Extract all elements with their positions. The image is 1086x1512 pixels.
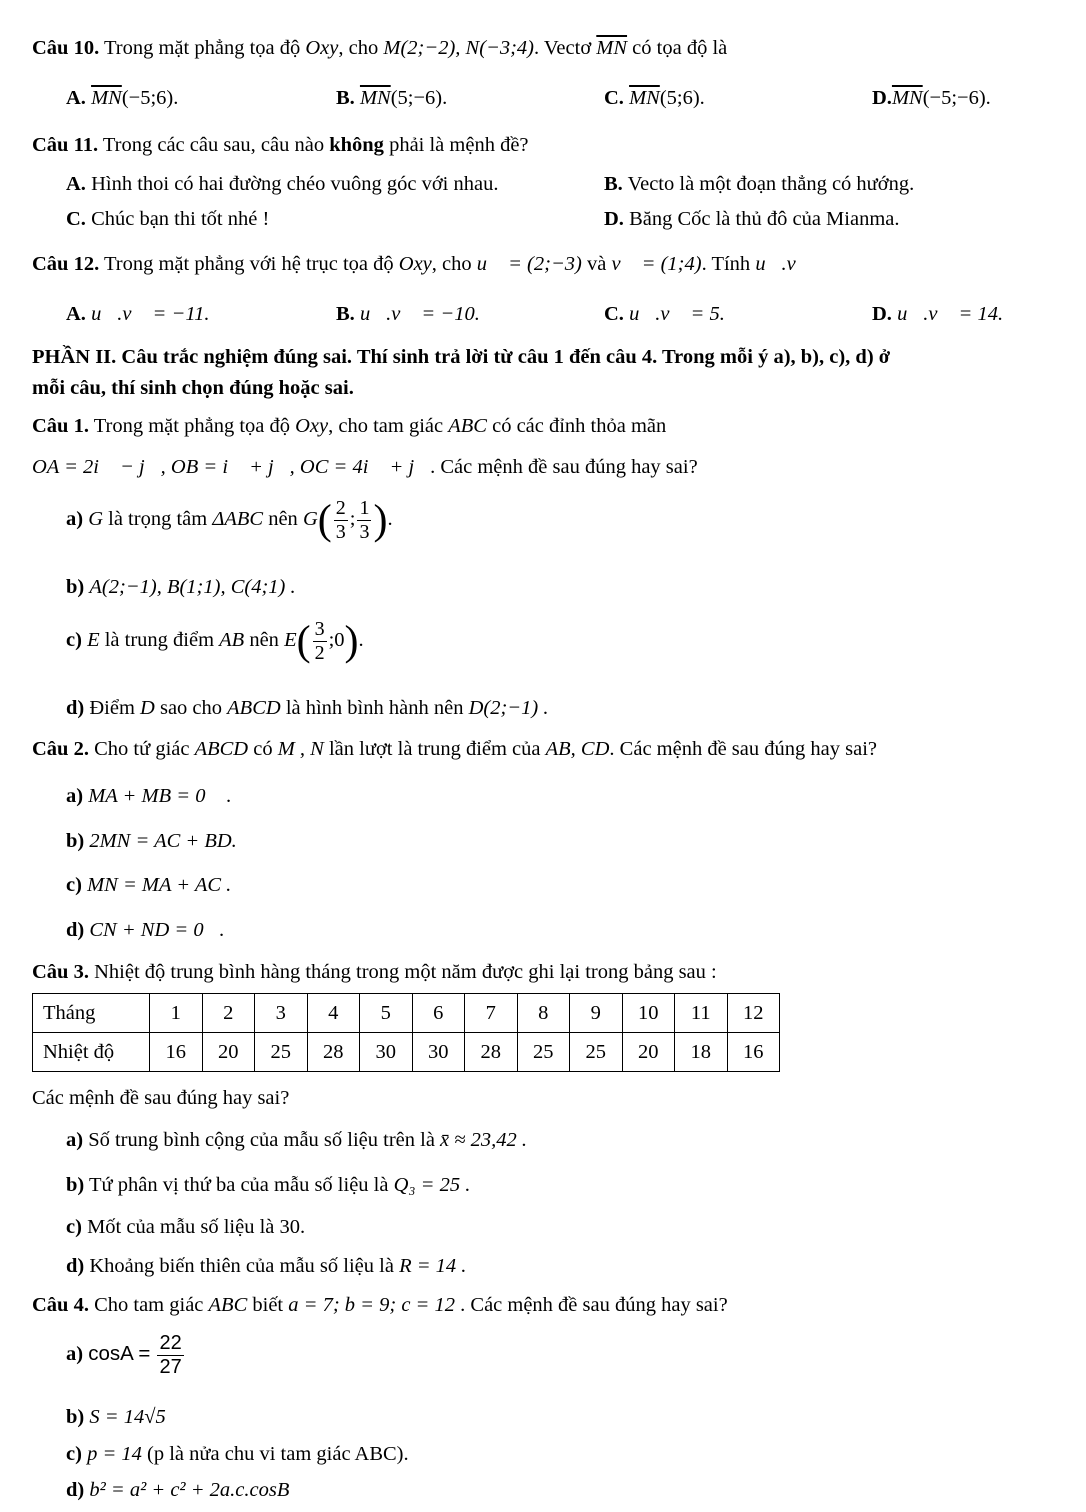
table-header-month: Tháng (33, 994, 150, 1033)
p3-item-d-text: Khoảng biến thiên của mẫu số liệu là (89, 1255, 394, 1277)
p1-item-b-label: b) (66, 576, 85, 598)
q11-option-b[interactable] (604, 172, 914, 197)
p2-item-c-label: c) (66, 874, 82, 896)
p3-after (32, 1086, 289, 1111)
part2-heading-line1-text: PHẦN II. Câu trắc nghiệm đúng sai. Thí sinh trả lời từ câu 1 đến câu 4. Trong mỗi ý a), b), c), d) ở (32, 346, 891, 368)
p1-item-b-text: A(2;−1), B(1;1), C(4;1) . (89, 576, 296, 598)
p2-item-a-label: a) (66, 785, 84, 807)
p3-item-b-text: Tứ phân vị thứ ba của mẫu số liệu là (89, 1174, 389, 1196)
p2-item-d-text: CN + ND = 0⃗. (89, 919, 225, 941)
p4-label: Câu 4. (32, 1294, 89, 1316)
p3-item-a-text: Số trung bình cộng của mẫu số liệu trên là (88, 1129, 435, 1151)
p4-item-b-label: b) (66, 1406, 85, 1428)
q10-stem-a: Trong mặt phẳng tọa độ (103, 37, 301, 59)
q10-option-a-vector: $\overline{MN}$ (91, 87, 122, 109)
p1-stem-b: , cho tam giác (328, 415, 444, 437)
p3-after-text: Các mệnh đề sau đúng hay sai? (32, 1087, 290, 1109)
q11-option-a-text: Hình thoi có hai đường chéo vuông góc với nhau. (91, 173, 499, 195)
p4-item-d-label: d) (66, 1479, 85, 1501)
q12-stem-c: và (586, 253, 607, 275)
table-cell-temperature: 28 (465, 1033, 518, 1072)
q10-stem-d: có tọa độ là (632, 37, 728, 59)
p1-item-a-frac-1 (334, 497, 348, 544)
p2-stem-a: Cho tứ giác (94, 738, 190, 760)
p1-item-a-label: a) (66, 508, 84, 531)
p4-item-d[interactable] (66, 1478, 289, 1503)
p3-item-c-label: c) (66, 1216, 82, 1238)
q10-option-b-vector: $\overline{MN}$ (359, 87, 391, 109)
q10-stem-c: . Vectơ (534, 37, 592, 59)
table-cell-temperature: 25 (517, 1033, 570, 1072)
q12-stem-a: Trong mặt phẳng với hệ trục tọa độ (103, 253, 394, 275)
table-cell-month: 10 (622, 994, 675, 1033)
p4-item-b[interactable] (66, 1405, 166, 1430)
q12-option-d[interactable] (872, 302, 1003, 327)
p2-item-c[interactable] (66, 873, 231, 898)
table-cell-temperature: 16 (150, 1033, 203, 1072)
p2-label: Câu 2. (32, 738, 89, 760)
p4-item-a-den: 27 (159, 1356, 182, 1378)
p1-item-c-point: E (284, 629, 297, 652)
p1-item-a-den-2: 3 (359, 521, 370, 543)
p4-sides: a = 7; b = 9; c = 12 (288, 1294, 456, 1316)
p3-item-c[interactable] (66, 1215, 305, 1240)
p1-item-a[interactable]: a) G là trọng tâm ΔABC nên G( $\frac{2}{3}$ ; $\frac{1}{3}$ ). (66, 497, 393, 544)
p1-item-a-text-d: nên (268, 508, 298, 531)
p1-item-c-e: E (87, 629, 100, 652)
q10-label: Câu 10. (32, 37, 100, 59)
q11-stem (32, 133, 529, 158)
p1-item-a-g: G (88, 508, 104, 531)
p1-item-d-text-f: D(2;−1) . (468, 697, 549, 719)
q11-option-b-letter: B. (604, 173, 623, 195)
table-cell-month: 6 (412, 994, 465, 1033)
table-cell-month: 3 (255, 994, 308, 1033)
p1-item-d-text-c: sao cho (159, 697, 223, 719)
q10-option-c-letter: C. (604, 87, 624, 109)
table-cell-temperature: 20 (202, 1033, 255, 1072)
table-header-temperature: Nhiệt độ (33, 1033, 150, 1072)
table-cell-temperature: 25 (255, 1033, 308, 1072)
p1-item-c-tail: ;0 (328, 629, 345, 652)
q12-oxy: Oxy (398, 253, 432, 275)
table-row-months (33, 994, 780, 1033)
p1-item-d-text-e: là hình bình hành nên (285, 697, 464, 719)
p1-abc: ABC (448, 415, 487, 437)
q10-oxy: Oxy (305, 37, 339, 59)
p2-item-b-text: 2MN = AC + BD. (89, 830, 237, 852)
p3-label: Câu 3. (32, 961, 89, 983)
q12-stem-b: , cho (431, 253, 472, 275)
p4-item-a-num: 22 (159, 1332, 182, 1354)
p4-item-a[interactable] (66, 1332, 186, 1379)
q10-option-c-vector: $\overline{MN}$ (629, 87, 660, 109)
p4-item-b-text: S = 14√5 (89, 1406, 166, 1428)
q11-option-c[interactable] (66, 207, 269, 232)
p3-item-a-math: x̄ ≈ 23,42 . (440, 1129, 528, 1151)
p1-item-a-point: G (302, 508, 318, 531)
table-cell-month: 8 (517, 994, 570, 1033)
p1-item-a-triangle: ΔABC (212, 508, 264, 531)
p1-item-a-den-1: 3 (335, 521, 346, 543)
part2-heading-line2-text: mỗi câu, thí sinh chọn đúng hoặc sai. (32, 377, 354, 399)
p1-item-c-num: 3 (314, 618, 325, 640)
q11-option-c-text: Chúc bạn thi tốt nhé ! (91, 208, 270, 230)
q12-option-c-letter: C. (604, 303, 624, 325)
p3-item-d-label: d) (66, 1255, 85, 1277)
p1-item-b[interactable] (66, 575, 296, 600)
q12-label: Câu 12. (32, 253, 100, 275)
q11-option-d-text: Băng Cốc là thủ đô của Mianma. (629, 208, 900, 230)
p1-item-c-ab: AB (219, 629, 245, 652)
p1-item-c[interactable]: c) E là trung điểm AB nên E( $\frac{3}{2}$ ;0). (66, 618, 364, 665)
q10-option-c[interactable] (604, 86, 705, 111)
p4-item-c-label: c) (66, 1443, 82, 1465)
p2-item-b[interactable] (66, 829, 237, 854)
p2-item-a-text: MA + MB = 0⃗ . (88, 785, 232, 807)
q11-stem-b: phải là mệnh đề? (389, 134, 529, 156)
table-cell-month: 4 (307, 994, 360, 1033)
p4-item-c-math: p = 14 (87, 1443, 142, 1465)
p2-stem-d: . Các mệnh đề sau đúng hay sai? (609, 738, 877, 760)
p3-item-a-label: a) (66, 1129, 84, 1151)
q11-label: Câu 11. (32, 134, 99, 156)
table-cell-temperature: 18 (675, 1033, 728, 1072)
q10-option-a-letter: A. (66, 87, 86, 109)
p1-label: Câu 1. (32, 415, 89, 437)
p1-item-c-text-b: là trung điểm (104, 629, 215, 652)
table-cell-temperature: 20 (622, 1033, 675, 1072)
q11-stem-a: Trong các câu sau, câu nào (102, 134, 325, 156)
p2-mn: M , N (277, 738, 324, 760)
p2-item-d-label: d) (66, 919, 85, 941)
table-cell-temperature: 16 (727, 1033, 780, 1072)
table-cell-temperature: 30 (360, 1033, 413, 1072)
table-cell-temperature: 28 (307, 1033, 360, 1072)
table-cell-month: 12 (727, 994, 780, 1033)
q12-option-a-value: u⃗.v⃗ = −11. (91, 303, 210, 325)
q10-option-d-letter: D. (872, 87, 892, 109)
p1-item-a-num-1: 2 (335, 497, 346, 519)
q12-option-b-value: u⃗.v⃗ = −10. (359, 303, 480, 325)
q10-option-b[interactable] (336, 86, 447, 111)
p3-stem-text: Nhiệt độ trung bình hàng tháng trong một năm được ghi lại trong bảng sau : (94, 961, 717, 983)
p2-item-c-text: MN = MA + AC . (87, 874, 232, 896)
q10-stem (32, 36, 727, 61)
p1-item-c-frac (313, 618, 327, 665)
table-cell-month: 5 (360, 994, 413, 1033)
table-cell-month: 1 (150, 994, 203, 1033)
q11-option-a[interactable] (66, 172, 498, 197)
p1-item-d[interactable] (66, 696, 548, 721)
q10-vector: $\overline{MN}$ (596, 37, 628, 59)
temperature-table (32, 993, 780, 1072)
p1-item-d-label: d) (66, 697, 85, 719)
p1-stem-a: Trong mặt phẳng tọa độ (93, 415, 290, 437)
q10-points: M(2;−2), N(−3;4) (383, 37, 535, 59)
table-row-temperatures (33, 1033, 780, 1072)
q11-option-c-letter: C. (66, 208, 86, 230)
p3-item-d-math: R = 14 . (399, 1255, 467, 1277)
table-cell-temperature: 25 (570, 1033, 623, 1072)
q11-option-a-letter: A. (66, 173, 86, 195)
q10-option-d-value: (−5;−6). (922, 87, 991, 109)
q12-dot: u⃗.v⃗ (755, 253, 812, 275)
q10-option-b-letter: B. (336, 87, 355, 109)
table-cell-month: 11 (675, 994, 728, 1033)
p1-vectors (32, 455, 698, 480)
p4-item-a-lhs: cosA = (88, 1342, 151, 1366)
p4-stem-a: Cho tam giác (94, 1294, 204, 1316)
q12-stem (32, 252, 812, 277)
p4-stem (32, 1293, 728, 1318)
p4-stem-c: . Các mệnh đề sau đúng hay sai? (460, 1294, 728, 1316)
table-cell-month: 7 (465, 994, 518, 1033)
p2-item-d[interactable] (66, 918, 225, 943)
q10-option-a[interactable] (66, 86, 178, 111)
q12-v-def: v⃗ = (1;4) (611, 253, 702, 275)
p1-vector-tail: . Các mệnh đề sau đúng hay sai? (430, 456, 698, 478)
p3-item-c-text: Mốt của mẫu số liệu là 30. (87, 1216, 306, 1238)
p4-abc: ABC (208, 1294, 248, 1316)
q10-stem-b: , cho (338, 37, 379, 59)
p3-item-b-label: b) (66, 1174, 85, 1196)
p3-item-b[interactable] (66, 1173, 470, 1198)
p2-ab-cd: AB, CD (545, 738, 610, 760)
p1-item-c-text-d: nên (249, 629, 279, 652)
p2-item-b-label: b) (66, 830, 85, 852)
p2-stem (32, 737, 877, 762)
table-cell-temperature: 30 (412, 1033, 465, 1072)
p1-vector-line: OA = 2i⃗ − j⃗, OB = i⃗ + j⃗, OC = 4i⃗ + j⃗ (32, 456, 431, 478)
q12-option-a[interactable] (66, 302, 209, 327)
p1-item-d-abcd: ABCD (227, 697, 281, 719)
p1-item-d-point: D (140, 697, 155, 719)
p4-stem-b: biết (252, 1294, 284, 1316)
q11-option-d-letter: D. (604, 208, 624, 230)
q12-stem-d: . Tính (701, 253, 751, 275)
p1-stem-c: có các đỉnh thỏa mãn (492, 415, 667, 437)
p4-item-a-frac (157, 1332, 183, 1379)
q12-option-a-letter: A. (66, 303, 86, 325)
q10-option-d-vector: $\overline{MN}$ (891, 87, 923, 109)
p1-item-d-text-a: Điểm (89, 697, 135, 719)
q12-option-d-letter: D. (872, 303, 892, 325)
part2-heading-line1 (32, 345, 890, 370)
q12-option-c-value: u⃗.v⃗ = 5. (629, 303, 725, 325)
p1-oxy: Oxy (295, 415, 329, 437)
q10-option-d[interactable] (872, 86, 991, 111)
q11-stem-bold: không (329, 134, 384, 156)
p4-item-c[interactable] (66, 1442, 409, 1467)
q12-u-def: u⃗ = (2;−3) (476, 253, 582, 275)
p3-item-b-math: Q₃ = 25 . (393, 1174, 471, 1196)
p1-stem (32, 414, 666, 439)
p2-stem-c: lần lượt là trung điểm của (328, 738, 541, 760)
p3-item-d[interactable] (66, 1254, 466, 1279)
q11-option-b-text: Vecto là một đoạn thẳng có hướng. (627, 173, 915, 195)
p4-item-d-text: b² = a² + c² + 2a.c.cosB (89, 1479, 290, 1501)
p3-stem (32, 960, 717, 985)
p2-abcd: ABCD (194, 738, 249, 760)
q12-option-d-value: u⃗.v⃗ = 14. (897, 303, 1004, 325)
p2-stem-b: có (253, 738, 273, 760)
p3-item-a[interactable] (66, 1128, 527, 1153)
p1-item-a-frac-2 (357, 497, 371, 544)
p4-item-c-text: (p là nửa chu vi tam giác ABC). (147, 1443, 409, 1465)
p4-item-a-label: a) (66, 1343, 84, 1366)
q10-option-a-value: (−5;6). (121, 87, 179, 109)
part2-heading-line2 (32, 376, 354, 401)
q10-option-b-value: (5;−6). (390, 87, 448, 109)
q12-option-b[interactable] (336, 302, 480, 327)
q12-option-b-letter: B. (336, 303, 355, 325)
q12-option-c[interactable] (604, 302, 725, 327)
p1-item-a-num-2: 1 (359, 497, 370, 519)
p1-item-c-den: 2 (314, 642, 325, 664)
p1-item-c-label: c) (66, 629, 82, 652)
p1-item-a-text-b: là trọng tâm (108, 508, 208, 531)
q11-option-d[interactable] (604, 207, 900, 232)
table-cell-month: 2 (202, 994, 255, 1033)
p2-item-a[interactable] (66, 784, 232, 809)
q10-option-c-value: (5;6). (659, 87, 705, 109)
table-cell-month: 9 (570, 994, 623, 1033)
